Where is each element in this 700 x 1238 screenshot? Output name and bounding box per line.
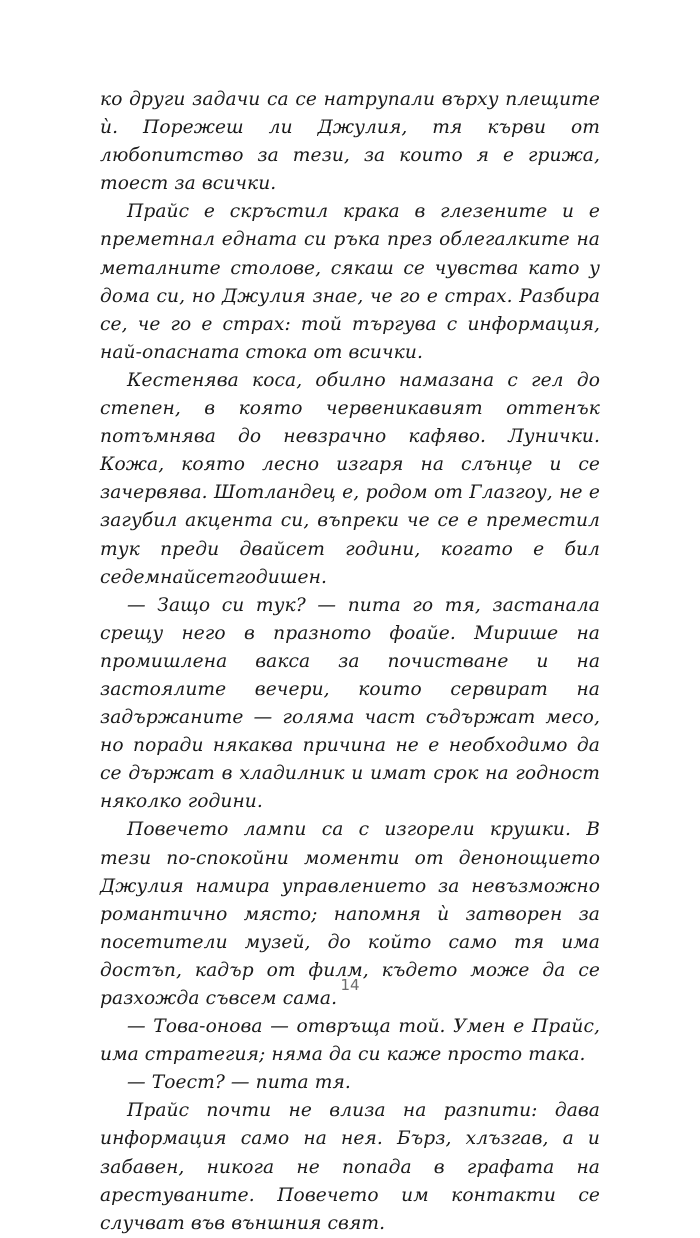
- paragraph: Прайс е скръстил крака в глезените и е преметнал едната си ръка през облегалките на металните столове, сякаш се чувства като у дома си, но Джулия знае, че го е страх. Разбира се, че го е страх: той търгува с информация, най-опасната стока от всички.: [100, 201, 600, 363]
- paragraph-continued: ко други задачи са се натрупали върху плещите ѝ. Порежеш ли Джулия, тя кърви от любопитство за тези, за които я е грижа, тоест за всички.: [100, 89, 600, 195]
- paragraph: Прайс почти не влиза на разпити: дава информация само на нея. Бърз, хлъзгав, а и забавен, никога не попада в графата на арестуваните. Повечето им контакти се случват във външния свят.: [100, 1100, 600, 1234]
- page-number: 14: [340, 976, 360, 994]
- dialogue-paragraph: — Това-онова — отвръща той. Умен е Прайс, има стратегия; няма да си каже просто така.: [100, 1016, 600, 1066]
- body-text: [100, 86, 600, 1238]
- dialogue-paragraph: — Тоест? — пита тя.: [127, 1072, 351, 1094]
- paragraph: Повечето лампи са с изгорели крушки. В тези по-спокойни моменти от денонощието Джулия намира управлението за невъзможно романтично място; напомня ѝ затворен за посетители музей, до който само тя има достъп, кадър от филм, където може да се разхожда съвсем сама.: [100, 819, 600, 1009]
- dialogue-paragraph: — Защо си тук? — пита го тя, застанала срещу него в празното фоайе. Мирише на промишлена вакса за почистване и на застоялите вечери, които сервират на задържаните — голяма част съдържат месо, но поради някаква причина не е необходимо да се държат в хладилник и имат срок на годност няколко години.: [100, 594, 600, 813]
- paragraph: Кестенява коса, обилно намазана с гел до степен, в която червеникавият оттенък потъмнява до невзрачно кафяво. Лунички. Кожа, която лесно изгаря на слънце и се зачервява. Шотландец е, родом от Глазгоу, не е загубил акцента си, въпреки че се е преместил тук преди двайсет години, когато е бил седемнайсетгодишен.: [100, 369, 600, 588]
